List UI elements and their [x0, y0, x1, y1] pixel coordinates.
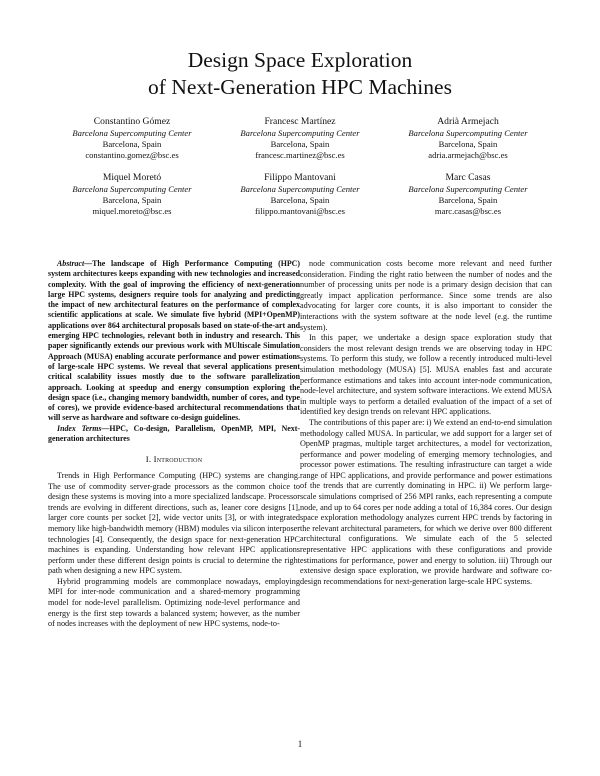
- intro-paragraph: Hybrid programming models are commonplace nowadays, employing MPI for inter-node communication and a shared-memory programming model for node-level parallelism. Optimizing node-level performance and energy is the first step towards a balanced system; however, as the number of nodes increases with the deployment of new HPC systems, node-to-: [48, 576, 300, 629]
- author-block: [48, 116, 552, 217]
- right-column: [300, 259, 552, 587]
- author-card: [384, 116, 552, 162]
- author-name: Francesc Martínez: [264, 116, 336, 127]
- author-affiliation: Barcelona Supercomputing Center: [408, 183, 528, 194]
- left-column: [48, 259, 300, 630]
- author-affiliation: Barcelona Supercomputing Center: [240, 128, 360, 138]
- intro-paragraph: node communication costs become more relevant and need further consideration. Finding the right ratio between the number of nodes and the number of processing units per node is a primary design decision that can greatly impact application performance. Since some trends are also advocating for larger core counts, it is also important to consider the interactions with the system software at the node level (e.g. the runtime system).: [300, 259, 552, 332]
- abstract-label: Abstract: [57, 259, 85, 268]
- intro-paragraph: The contributions of this paper are: i) We extend an end-to-end simulation methodology called MUSA. In particular, we add support for a larger set of OpenMP pragmas, multiple target architectures, a model for vectorization, performance and power modeling of emerging memory technologies, and processor power estimations. The resulting infrastructure can target a wide range of HPC applications, and provide performance and power estimations of the trends that are currently dominating in HPC. ii) We perform large-scale simulations comprised of 256 MPI ranks, each representing a compute node, and up to 64 cores per node adding a total of 16,384 cores. Our design space exploration methodology analyzes current HPC trends by factoring in the relevant architectural parameters, for which we derive over 800 different architectural configurations. We simulate each of the 5 selected representative HPC applications with these configurations and provide estimations for performance, power and energy to solution. iii) Through our extensive design space exploration, we provide hardware and software co-design recommendations for next-generation large-scale HPC systems.: [300, 417, 552, 586]
- author-location: Barcelona, Spain: [438, 139, 498, 150]
- abstract-paragraph: [48, 259, 300, 424]
- author-card: [384, 172, 552, 218]
- author-affiliation: Barcelona Supercomputing Center: [72, 128, 192, 138]
- author-email[interactable]: miquel.moreto@bsc.es: [92, 206, 172, 217]
- author-name: Filippo Mantovani: [264, 171, 336, 183]
- index-terms-label: Index Terms: [57, 423, 102, 433]
- author-email[interactable]: filippo.mantovani@bsc.es: [254, 206, 346, 217]
- author-card: [216, 172, 384, 218]
- paper-title: [0, 47, 600, 101]
- author-email[interactable]: constantino.gomez@bsc.es: [85, 150, 179, 161]
- author-email[interactable]: marc.casas@bsc.es: [434, 206, 502, 217]
- author-location: Barcelona, Spain: [438, 194, 498, 205]
- author-name: Adrià Armejach: [437, 116, 499, 127]
- author-email[interactable]: adria.armejach@bsc.es: [428, 150, 508, 161]
- author-card: [216, 116, 384, 162]
- author-card: [48, 172, 216, 218]
- author-affiliation: Barcelona Supercomputing Center: [240, 183, 360, 194]
- author-name: Miquel Moretó: [102, 171, 162, 183]
- author-location: Barcelona, Spain: [270, 139, 330, 150]
- title-line-1: Design Space Exploration: [187, 48, 413, 72]
- author-name: Constantino Gómez: [93, 116, 171, 127]
- author-location: Barcelona, Spain: [102, 139, 162, 150]
- abstract-text: —The landscape of High Performance Computing (HPC) system architectures keeps expanding with new technologies and increased complexity. With the goal of improving the efficiency of next-generation large HPC systems, designers require tools for analyzing and predicting the impact of new architectural features on the performance of complex scientific applications at scale. We simulate five hybrid (MPI+OpenMP) applications over 864 architectural proposals based on state-of-the-art and emerging HPC technologies, relevant both in industry and research. This paper significantly extends our previous work with MUltiscale Simulation Approach (MUSA) enabling accurate performance and power estimations of large-scale HPC systems. We reveal that several applications present critical scalability issues mostly due to the software parallelization approach. Looking at speedup and energy consumption exploring the design space (i.e., changing memory bandwidth, number of cores, and type of cores), we provide evidence-based architectural recommendations that will serve as hardware and software co-design guidelines.: [48, 259, 300, 423]
- abstract: [48, 259, 300, 444]
- author-card: [48, 116, 216, 162]
- author-location: Barcelona, Spain: [270, 194, 330, 205]
- section-heading-introduction: I. Introduction: [145, 454, 203, 465]
- author-affiliation: Barcelona Supercomputing Center: [72, 183, 192, 194]
- page-number: 1: [297, 739, 303, 749]
- title-line-2: of Next-Generation HPC Machines: [148, 75, 452, 99]
- author-affiliation: Barcelona Supercomputing Center: [408, 128, 528, 138]
- intro-paragraph: Trends in High Performance Computing (HPC) systems are changing. The use of commodity server-grade processors as the common choice to design these systems is moving into a more specialized landscape. Processor trends are evolving in different directions, such as, leaner core designs [1], larger core counts per socket [2], wide vector units [3], or with integrated memory like high-bandwidth memory (HBM) modules via silicon interposer technologies [4]. Consequently, the design space for next-generation HPC machines is expanding. Understanding how relevant HPC applications perform under these different design points is crucial to determine the right path when designing a new HPC system.: [48, 470, 300, 576]
- intro-paragraph: In this paper, we undertake a design space exploration study that considers the most relevant design trends we are observing today in HPC systems. To perform this study, we follow a recently introduced multi-level simulation methodology (MUSA) [5]. MUSA enables fast and accurate performance estimations and takes into account inter-node communication, node-level architecture, and system software interactions. We extend MUSA in multiple ways to perform a detailed evaluation of the impact of a set of identified key design trends on relevant HPC applications.: [300, 333, 552, 417]
- index-terms-text: —HPC, Co-design, Parallelism, OpenMP, MPI, Next-generation architectures: [48, 423, 301, 444]
- author-location: Barcelona, Spain: [102, 194, 162, 205]
- index-terms: [48, 424, 300, 445]
- author-name: Marc Casas: [445, 171, 491, 183]
- author-email[interactable]: francesc.martinez@bsc.es: [255, 150, 345, 161]
